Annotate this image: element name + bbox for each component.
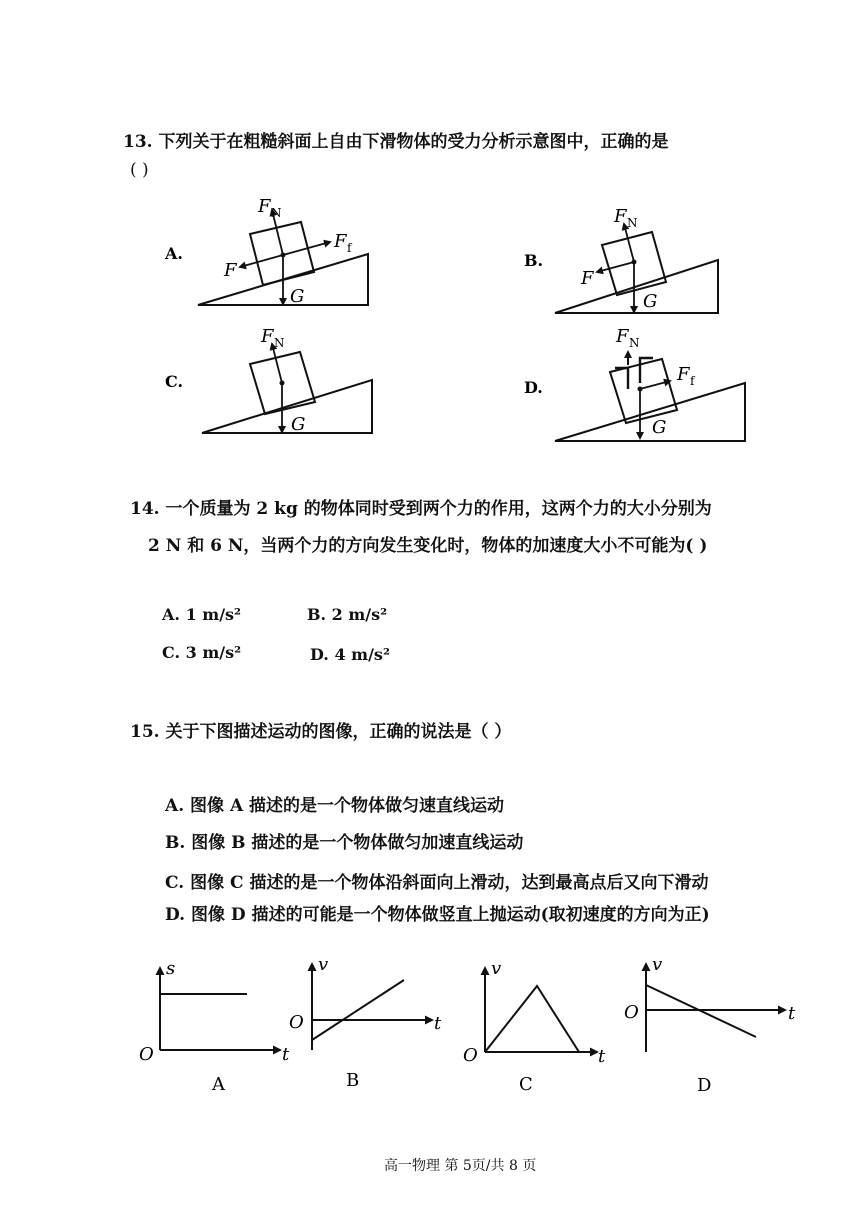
q15-stem: [130, 717, 511, 742]
q15-option-a-text: 图像 A 描述的是一个物体做匀速直线运动: [190, 796, 505, 816]
graph-d-caption: D: [697, 1075, 712, 1096]
q15-text: 关于下图描述运动的图像，正确的说法是（ ）: [165, 722, 512, 742]
q14-option-d-value: 4 m/s²: [334, 645, 390, 664]
graph-d-x-label: t: [788, 1003, 796, 1024]
graph-a-x-label: t: [282, 1044, 290, 1065]
graph-b-line: [312, 980, 404, 1040]
q14-line2: 2 N 和 6 N，当两个力的方向发生变化时，物体的加速度大小不可能为( ): [148, 536, 708, 556]
q13-blank: ( ): [130, 160, 149, 180]
q14-option-b: [307, 605, 387, 624]
graph-c-origin: O: [463, 1045, 478, 1066]
q13-option-c-letter: C.: [165, 372, 184, 391]
label-f-sub-a: f: [347, 241, 352, 255]
q14-option-c-letter: C.: [162, 643, 181, 662]
q13-text: 下列关于在粗糙斜面上自由下滑物体的受力分析示意图中，正确的是: [158, 132, 669, 152]
label-n-sub-b: N: [627, 216, 638, 230]
graph-a-y-label: s: [166, 958, 176, 979]
graph-c-y-label: v: [491, 958, 502, 979]
q13-option-d-letter: D.: [524, 378, 543, 397]
q14-option-a: [162, 605, 241, 624]
graph-a-caption: A: [212, 1074, 225, 1095]
q13-diagram-b: [524, 206, 718, 313]
label-f-f-d: F: [677, 364, 690, 385]
graph-d-y-label: v: [652, 954, 663, 975]
label-f-n-a: F: [258, 196, 271, 217]
q14-option-b-value: 2 m/s²: [331, 605, 388, 624]
label-f-n-b: F: [614, 206, 627, 227]
label-f-b: F: [581, 268, 594, 289]
label-f-n-c: F: [261, 326, 274, 347]
q15-option-c: [165, 868, 708, 893]
q14-option-d: [310, 645, 390, 664]
q14-option-d-letter: D.: [310, 645, 329, 664]
incline-d: [555, 383, 745, 441]
incline-b: [555, 260, 718, 313]
graph-b-x-label: t: [434, 1013, 442, 1034]
label-g-c: G: [291, 414, 306, 435]
label-g-d: G: [652, 417, 667, 438]
graph-c-x-label: t: [598, 1046, 606, 1067]
arrow-ff-d: [640, 381, 670, 389]
center-dot-a: [281, 253, 286, 258]
q15-option-b-text: 图像 B 描述的是一个物体做匀加速直线运动: [191, 833, 524, 853]
q13-number: 13.: [123, 132, 153, 152]
q14-number: 14.: [130, 499, 160, 519]
label-g-b: G: [643, 291, 658, 312]
graph-b: [289, 954, 442, 1091]
q15-option-b: [165, 828, 523, 853]
q15-option-b-letter: B.: [165, 833, 186, 853]
graph-b-caption: B: [346, 1070, 360, 1091]
label-n-sub-a: N: [271, 206, 282, 220]
arrow-f-b: [597, 262, 634, 272]
q15-option-c-text: 图像 C 描述的是一个物体沿斜面向上滑动，达到最高点后又向下滑动: [190, 873, 709, 893]
center-dot-b: [632, 260, 637, 265]
q13-option-a-letter: A.: [165, 244, 183, 263]
q15-option-a: [165, 791, 504, 816]
arrow-f-a: [240, 255, 283, 267]
q14-option-c-value: 3 m/s²: [185, 643, 242, 662]
q15-option-a-letter: A.: [165, 796, 185, 816]
q15-option-c-letter: C.: [165, 873, 185, 893]
graph-d-origin: O: [624, 1002, 639, 1023]
q14-option-b-letter: B.: [307, 605, 327, 624]
label-n-sub-d: N: [629, 336, 640, 350]
graph-a-origin: O: [139, 1044, 154, 1065]
center-dot-d: [638, 387, 643, 392]
graph-a: [139, 958, 290, 1095]
label-f-f-a: F: [334, 231, 347, 252]
graph-c: [463, 958, 606, 1095]
q14-option-a-letter: A.: [162, 605, 180, 624]
label-f-n-d: F: [616, 326, 629, 347]
graph-b-origin: O: [289, 1012, 304, 1033]
q15-option-d-letter: D.: [165, 905, 186, 925]
q15-option-d-text: 图像 D 描述的可能是一个物体做竖直上抛运动(取初速度的方向为正): [190, 905, 710, 925]
q15-motion-graphs: [0, 940, 860, 1110]
q13-diagram-a: [164, 196, 368, 307]
q14-option-a-value: 1 m/s²: [185, 605, 242, 624]
q14-stem-line1: [130, 494, 712, 519]
q14-line1: 一个质量为 2 kg 的物体同时受到两个力的作用，这两个力的大小分别为: [165, 499, 712, 519]
page-footer: 高一物理 第 5页/共 8 页: [384, 1158, 537, 1174]
graph-d: [624, 954, 796, 1096]
graph-c-line: [485, 986, 579, 1052]
incline-c: [202, 380, 372, 433]
q15-option-d: [165, 900, 710, 925]
graph-c-caption: C: [519, 1074, 533, 1095]
label-n-sub-c: N: [274, 336, 285, 350]
q13-option-b-letter: B.: [524, 251, 544, 270]
label-f-sub-d: f: [690, 374, 695, 388]
center-dot-c: [280, 381, 285, 386]
q13-diagram-c: [165, 326, 372, 435]
q15-number: 15.: [130, 722, 160, 742]
q13-diagram-d: [524, 326, 745, 441]
graph-b-y-label: v: [318, 954, 329, 975]
q14-option-c: [162, 643, 241, 662]
label-g-a: G: [290, 286, 305, 307]
label-f-a: F: [224, 260, 237, 281]
